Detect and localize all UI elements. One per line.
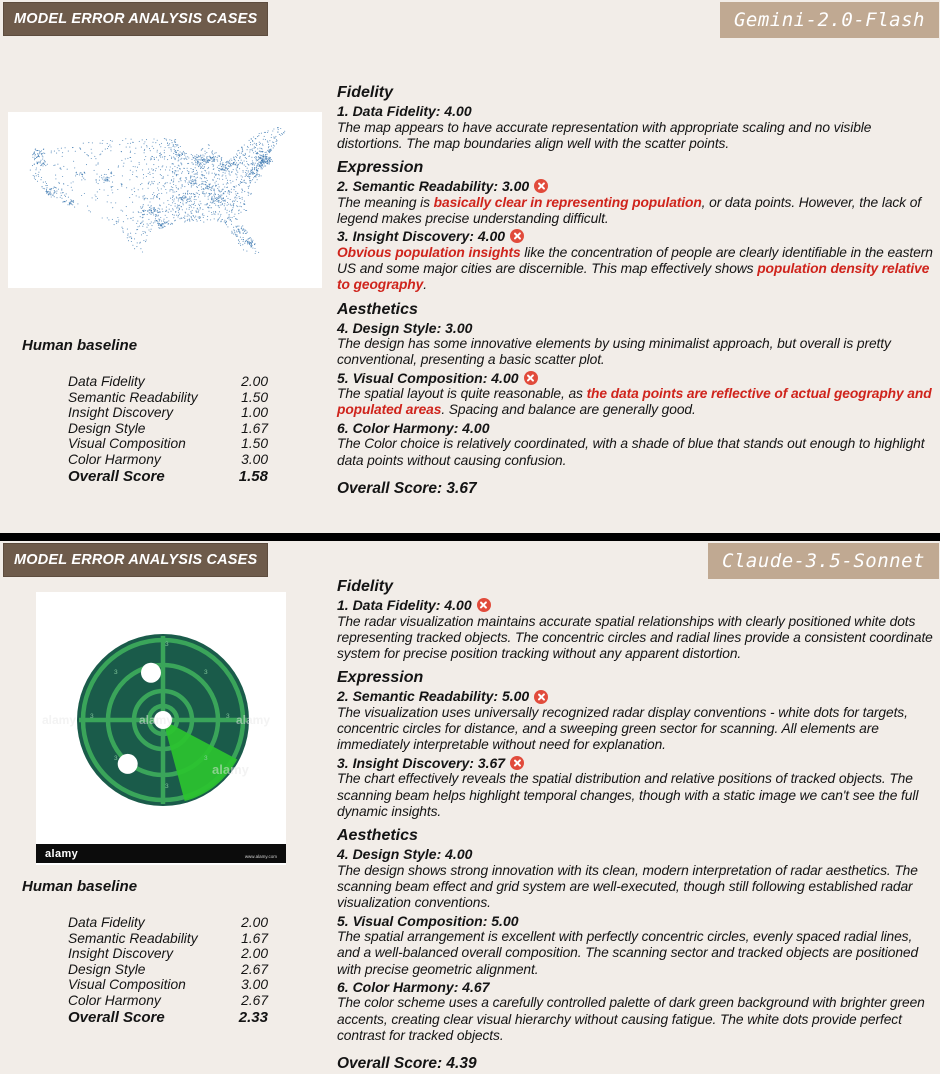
section-heading: Expression (337, 669, 424, 687)
baseline-metric-value: 2.00 (241, 915, 268, 930)
svg-text:3: 3 (90, 713, 94, 720)
svg-text:3: 3 (165, 783, 169, 790)
criterion-title-text: 5. Visual Composition: 5.00 (337, 912, 519, 929)
svg-text:alamy: alamy (212, 762, 249, 777)
error-icon (524, 371, 538, 385)
panel-divider (0, 533, 940, 541)
baseline-metric-value: 1.58 (238, 467, 268, 485)
criterion-title-text: 4. Design Style: 4.00 (337, 846, 473, 863)
us-population-scatter-map (8, 112, 322, 288)
svg-text:alamy: alamy (139, 713, 174, 727)
baseline-row (68, 390, 268, 406)
criterion-comment: The meaning is basically clear in representing population, or data points. However, the lack of legend makes precise understanding difficult. (337, 194, 922, 226)
criterion-title (337, 178, 935, 195)
baseline-row (68, 374, 268, 390)
baseline-metric-label: Data Fidelity (68, 374, 145, 389)
criterion-comment: The spatial layout is quite reasonable, as the data points are reflective of actual geography and populated areas. Spacing and balance are generally good. (337, 386, 932, 418)
baseline-metric-label: Design Style (68, 420, 146, 436)
baseline-row (68, 421, 268, 437)
baseline-metric-value: 1.50 (241, 436, 268, 452)
baseline-metric-label: Semantic Readability (68, 389, 198, 405)
baseline-metric-label: Visual Composition (68, 977, 186, 993)
svg-text:alamy: alamy (42, 713, 77, 727)
model-name-badge: Gemini-2.0-Flash (720, 2, 939, 38)
criterion-comment: The radar visualization maintains accurate spatial relationships with clearly positioned white dots representing tracked objects. The concentric circles and radial lines provide a consistent coordinate system for precise position tracking without any apparent distortion. (337, 613, 933, 662)
baseline-row (68, 931, 268, 947)
baseline-metric-label: Overall Score (68, 1008, 165, 1026)
scatter-map-image (8, 112, 322, 288)
baseline-metric-label: Design Style (68, 961, 146, 977)
criterion-title-text: 6. Color Harmony: 4.67 (337, 978, 490, 995)
baseline-row (68, 405, 268, 421)
baseline-metric-value: 2.67 (241, 961, 268, 977)
criterion-title-text: 2. Semantic Readability: 3.00 (337, 178, 530, 195)
criterion-title (337, 103, 935, 120)
criterion-comment: The design has some innovative elements by using minimalist approach, but overall is pretty conventional, presenting a basic scatter plot. (337, 336, 891, 368)
criterion-title (337, 320, 935, 337)
baseline-metric-value: 3.00 (241, 451, 268, 467)
section-heading: Aesthetics (337, 300, 418, 318)
baseline-metric-label: Insight Discovery (68, 946, 174, 962)
section-heading: Fidelity (337, 578, 394, 595)
case-header-badge: MODEL ERROR ANALYSIS CASES (3, 2, 268, 36)
svg-text:3: 3 (114, 755, 118, 762)
panel-claude (0, 541, 940, 1074)
criterion-title-text: 6. Color Harmony: 4.00 (337, 419, 490, 436)
panel-gemini (0, 0, 940, 533)
human-baseline-title: Human baseline (22, 878, 138, 895)
section-heading: Aesthetics (337, 827, 418, 845)
criterion-title-text: 1. Data Fidelity: 4.00 (337, 597, 472, 613)
baseline-metric-value: 2.00 (241, 946, 268, 962)
model-review-column (337, 84, 935, 498)
baseline-row (68, 977, 268, 993)
svg-text:alamy: alamy (236, 713, 271, 727)
criterion-comment: The Color choice is relatively coordinated, with a shade of blue that stands out enough to highlight data points without causing confusion. (337, 436, 925, 468)
error-icon (477, 598, 491, 612)
baseline-row (68, 946, 268, 962)
human-baseline-title: Human baseline (22, 337, 138, 354)
baseline-metric-value: 2.00 (241, 374, 268, 389)
criterion-title (337, 597, 935, 614)
criterion-title (337, 913, 935, 930)
baseline-metric-value: 2.33 (238, 1008, 268, 1026)
baseline-row (68, 436, 268, 452)
baseline-metric-value: 1.00 (241, 405, 268, 421)
stock-photo-footer-bar (36, 844, 286, 863)
case-header-badge: MODEL ERROR ANALYSIS CASES (3, 543, 268, 577)
baseline-metric-value: 1.50 (241, 389, 268, 405)
baseline-metric-value: 2.67 (241, 992, 268, 1008)
criterion-comment: Obvious population insights like the concentration of people are clearly identifiable in the eastern US and some major cities are discernible. This map effectively shows population density relative to geography. (337, 244, 933, 293)
criterion-title (337, 370, 935, 387)
criterion-title (337, 755, 935, 772)
human-baseline-table (68, 915, 268, 1026)
criterion-title-text: 3. Insight Discovery: 3.67 (337, 754, 506, 771)
baseline-metric-label: Semantic Readability (68, 930, 198, 946)
section-heading: Fidelity (337, 84, 394, 101)
baseline-metric-label: Color Harmony (68, 451, 161, 467)
error-icon (510, 756, 524, 770)
baseline-metric-label: Color Harmony (68, 992, 161, 1008)
criterion-title (337, 228, 935, 245)
baseline-metric-value: 1.67 (241, 420, 268, 436)
criterion-comment: The visualization uses universally recognized radar display conventions - white dots for targets, concentric circles for distance, and a sweeping green sector for scanning. All elements are immediately interpretable without need for explanation. (337, 704, 908, 753)
overall-score: Overall Score: 4.39 (337, 1055, 477, 1073)
overall-score: Overall Score: 3.67 (337, 479, 477, 497)
human-baseline-block (22, 878, 314, 1026)
error-icon (510, 229, 524, 243)
radar-graphic (36, 592, 286, 842)
alamy-logo: alamy (45, 847, 79, 860)
error-icon (534, 690, 548, 704)
criterion-title-text: 1. Data Fidelity: 4.00 (337, 103, 472, 119)
baseline-row (68, 468, 268, 485)
baseline-metric-value: 3.00 (241, 977, 268, 993)
section-heading: Expression (337, 159, 424, 177)
baseline-row (68, 452, 268, 468)
criterion-comment: The spatial arrangement is excellent with perfectly concentric circles, evenly spaced radial lines, and a well-balanced overall composition. The scanning sector and tracked objects are positioned with precise geometric alignment. (337, 929, 919, 977)
baseline-row (68, 1009, 268, 1026)
error-icon (534, 179, 548, 193)
criterion-title-text: 4. Design Style: 3.00 (337, 319, 473, 336)
criterion-title-text: 3. Insight Discovery: 4.00 (337, 228, 506, 245)
baseline-row (68, 962, 268, 978)
fineprint-url: www.alamy.com (244, 853, 277, 859)
criterion-title (337, 846, 935, 863)
model-review-column (337, 578, 935, 1073)
baseline-row (68, 915, 268, 931)
criterion-comment: The map appears to have accurate representation with appropriate scaling and no visible distortions. The map boundaries align well with the scatter points. (337, 119, 872, 151)
criterion-title (337, 979, 935, 996)
human-baseline-block (22, 337, 314, 485)
svg-text:3: 3 (204, 669, 208, 676)
stock-photo-fineprint (245, 845, 277, 863)
criterion-comment: The chart effectively reveals the spatial distribution and relative positions of tracked objects. The scanning beam helps highlight temporal changes, though with a static image we can't see the full dynamic insights. (337, 771, 919, 819)
baseline-metric-label: Insight Discovery (68, 405, 174, 421)
human-baseline-table (68, 374, 268, 485)
criterion-title-text: 5. Visual Composition: 4.00 (337, 369, 519, 386)
radar-stock-image (36, 592, 286, 865)
baseline-metric-value: 1.67 (241, 930, 268, 946)
baseline-metric-label: Overall Score (68, 467, 165, 485)
svg-text:3: 3 (114, 669, 118, 676)
criterion-title-text: 2. Semantic Readability: 5.00 (337, 688, 530, 705)
model-name-badge: Claude-3.5-Sonnet (708, 543, 939, 579)
criterion-title (337, 688, 935, 705)
svg-text:3: 3 (226, 713, 230, 720)
baseline-metric-label: Visual Composition (68, 436, 186, 452)
svg-text:3: 3 (204, 755, 208, 762)
criterion-comment: The color scheme uses a carefully controlled palette of dark green background with brighter green accents, creating clear visual hierarchy without causing fatigue. The white dots provide perfect contrast for tracked objects. (337, 995, 925, 1044)
criterion-title (337, 420, 935, 437)
criterion-comment: The design shows strong innovation with its clean, modern interpretation of radar aesthetics. The scanning beam effect and grid system are well-executed, though still following established radar visualization conventions. (337, 862, 918, 911)
baseline-row (68, 993, 268, 1009)
svg-text:3: 3 (165, 641, 169, 648)
baseline-metric-label: Data Fidelity (68, 915, 145, 930)
